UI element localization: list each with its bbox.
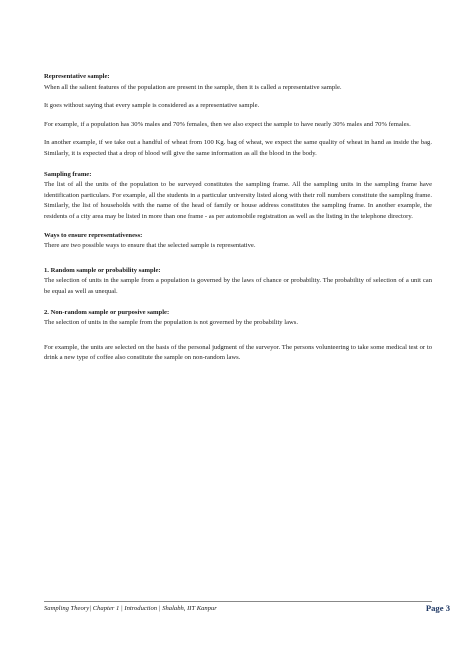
paragraph-nonrandom-example: For example, the units are selected on the basis of the personal judgment of the surveyor. The persons volunteering to take some medical test or to drink a new type of coffee also constitute the sample on non-random laws. bbox=[44, 343, 432, 362]
footer-text: Sampling Theory| Chapter 1 | Introduction | Shalabh, IIT Kanpur bbox=[44, 605, 217, 612]
paragraph-representative-definition: When all the salient features of the population are present in the sample, then it is called a representative sample. bbox=[44, 83, 342, 91]
heading-nonrandom-sample: 2. Non-random sample or purposive sample: bbox=[44, 308, 170, 316]
paragraph-representative-note: It goes without saying that every sample is considered as a representative sample. bbox=[44, 102, 260, 110]
page-number: Page 3 bbox=[425, 603, 450, 613]
heading-sampling-frame: Sampling frame: bbox=[44, 170, 92, 178]
paragraph-ways-representativeness: There are two possible ways to ensure that the selected sample is representative. bbox=[44, 242, 256, 250]
paragraph-sampling-frame: The list of all the units of the population to be surveyed constitutes the sampling frame. All the sampling units in the sampling frame have identification particulars. For example, all the students in a particular university listed along with their roll numbers constitute the sampling frame. Similarly, the list of households with the name of the head of family or house address constitutes the sampling frame. In another example, the residents of a city area may be listed in more than one frame - as per automobile registration as well as the listing in the telephone directory. bbox=[44, 181, 432, 220]
footer-divider bbox=[44, 601, 432, 602]
paragraph-representative-example-wheat: In another example, if we take out a handful of wheat from 100 Kg. bag of wheat, we expect the same quality of wheat in hand as inside the bag. Similarly, it is expected that a drop of blood will give the same information as all the blood in the body. bbox=[44, 139, 432, 157]
page-content bbox=[44, 72, 432, 364]
heading-representative-sample: Representative sample: bbox=[44, 73, 110, 80]
paragraph-representative-example-population: For example, if a population has 30% males and 70% females, then we also expect the sample to have nearly 30% males and 70% females. bbox=[44, 120, 411, 128]
heading-random-sample: 1. Random sample or probability sample: bbox=[44, 266, 161, 274]
paragraph-nonrandom-definition: The selection of units in the sample from the population is not governed by the probability laws. bbox=[44, 319, 298, 327]
paragraph-random-sample: The selection of units in the sample from a population is governed by the laws of chance or probability. The probability of selection of a unit can be equal as well as unequal. bbox=[44, 277, 432, 295]
heading-ways-representativeness: Ways to ensure representativeness: bbox=[44, 231, 143, 239]
